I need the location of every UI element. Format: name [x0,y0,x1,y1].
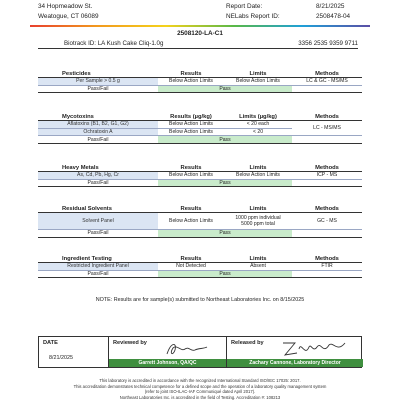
mycotoxins-table [38,113,362,144]
address-line-1: 34 Hopmeadow St. [38,3,93,10]
column-header: Methods [292,255,362,263]
section-title: Pesticides [38,70,158,78]
column-header: Results [158,70,224,78]
limit-value: Absent [224,263,292,271]
report-date: 8/21/2025 [316,3,345,10]
analyte-name: Per Sample > 0.5 g [38,78,158,86]
releaser-signature [279,337,349,359]
accreditation-footer [30,378,370,400]
table-row [38,263,362,271]
section-title: Mycotoxins [38,113,158,121]
released-cell [227,337,363,367]
limit-value: < 20 [224,128,292,136]
column-header: Methods [292,70,362,78]
address-line-2: Weatogue, CT 06089 [38,13,99,20]
table-row [38,78,362,86]
report-id: 2508478-04 [316,13,351,20]
report-header [38,2,360,24]
method-value: LC & GC - MS/MS [292,78,362,86]
column-header: Limits [224,205,292,213]
released-label: Released by [231,340,264,346]
limit-individual: 1000 ppm individual [235,215,281,222]
method-value: GC - MS [292,213,362,230]
column-header: Results [158,205,224,213]
reviewer-name: Garrett Johnson, QA/QC [109,359,226,367]
pass-fail-label: Pass/Fail [38,179,158,187]
table-row [38,121,362,129]
pass-fail-label: Pass/Fail [38,85,158,93]
pass-badge: Pass [158,230,292,238]
pass-fail-label: Pass/Fail [38,230,158,238]
section-title: Ingredient Testing [38,255,158,263]
ingredient-testing-table [38,255,362,278]
analyte-name: Restricted Ingredient Panel [38,263,158,271]
method-value: ICP - MS [292,172,362,180]
column-header: Limits [224,255,292,263]
result-value: Below Action Limits [158,172,224,180]
limit-value: Below Action Limits [224,78,292,86]
releaser-name: Zachary Cannone, Laboratory Director [227,359,363,367]
analyte-name: Aflatoxins (B1, B2, G1, G2) [38,121,158,129]
result-value: Below Action Limits [158,128,224,136]
pesticides-table [38,70,362,93]
pass-fail-row [38,136,362,144]
column-header: Results [158,255,224,263]
footer-line: This laboratory is accredited in accordance with the recognized International Standard ISO/IEC 17025: 2017. [99,378,301,383]
column-header: Methods [292,205,362,213]
result-value: Not Detected [158,263,224,271]
report-id-label: NELabs Report ID: [226,13,280,20]
pass-badge: Pass [158,136,292,144]
section-title: Heavy Metals [38,164,158,172]
footer-line: (refer to joint ISO-ILAC-IAF Communiqué dated April 2017). [144,389,256,395]
result-value: Below Action Limits [158,213,224,230]
submission-note: NOTE: Results are for sample(s) submitted to Northeast Laboratories Inc. on 8/15/2025 [95,297,305,303]
pass-fail-label: Pass/Fail [38,270,158,278]
report-date-label: Report Date: [226,3,263,10]
footer-line: Northeast Laboratories Inc. is accredited in the field of Testing. Accreditation #: 108213 [119,394,281,400]
limit-value: Below Action Limits [224,172,292,180]
pass-fail-row [38,179,362,187]
biotrack-number: 3356 2535 9359 9711 [298,40,358,47]
biotrack-row [38,40,358,49]
column-header: Limits [224,70,292,78]
lab-address [38,2,99,22]
column-header: Results [158,164,224,172]
table-row [38,213,362,230]
pass-fail-label: Pass/Fail [38,136,158,144]
limit-value [224,213,292,230]
pass-badge: Pass [158,85,292,93]
analyte-name: Solvent Panel [38,213,158,230]
reviewed-cell [109,337,227,367]
date-cell [39,337,109,367]
column-header: Limits [224,164,292,172]
residual-solvents-table [38,205,362,238]
color-stripe [30,25,370,27]
pass-fail-row [38,230,362,238]
pass-badge: Pass [158,270,292,278]
sample-id: 2508120-LA-C1 [177,30,223,37]
method-value: LC - MS/MS [292,121,362,136]
heavy-metals-table [38,164,362,187]
reviewer-signature [165,340,209,358]
biotrack-id: Biotrack ID: LA Kush Cake Cliq-1.0g [64,40,164,47]
signature-block [38,336,362,368]
section-title: Residual Solvents [38,205,158,213]
method-value: FTIR [292,263,362,271]
column-header: Limits (µg/kg) [224,113,292,121]
limit-value: < 20 each [224,121,292,129]
analyte-name: Ochratoxin A [38,128,158,136]
table-row [38,172,362,180]
reviewed-label: Reviewed by [113,340,147,346]
pass-fail-row [38,270,362,278]
date-value: 8/21/2025 [49,355,73,361]
result-value: Below Action Limits [158,121,224,129]
footer-line: This accreditation demonstrates technical competence for a defined scope and the operation of a laboratory quality management system [73,383,327,389]
analyte-name: As, Cd, Pb, Hg, Cr [38,172,158,180]
column-header: Results (µg/kg) [158,113,224,121]
date-label: DATE [43,340,58,346]
pass-fail-row [38,85,362,93]
column-header: Methods [292,164,362,172]
pass-badge: Pass [158,179,292,187]
column-header: Methods [292,113,362,121]
result-value: Below Action Limits [158,78,224,86]
limit-total: 5000 ppm total [241,221,275,228]
report-meta [226,2,350,22]
